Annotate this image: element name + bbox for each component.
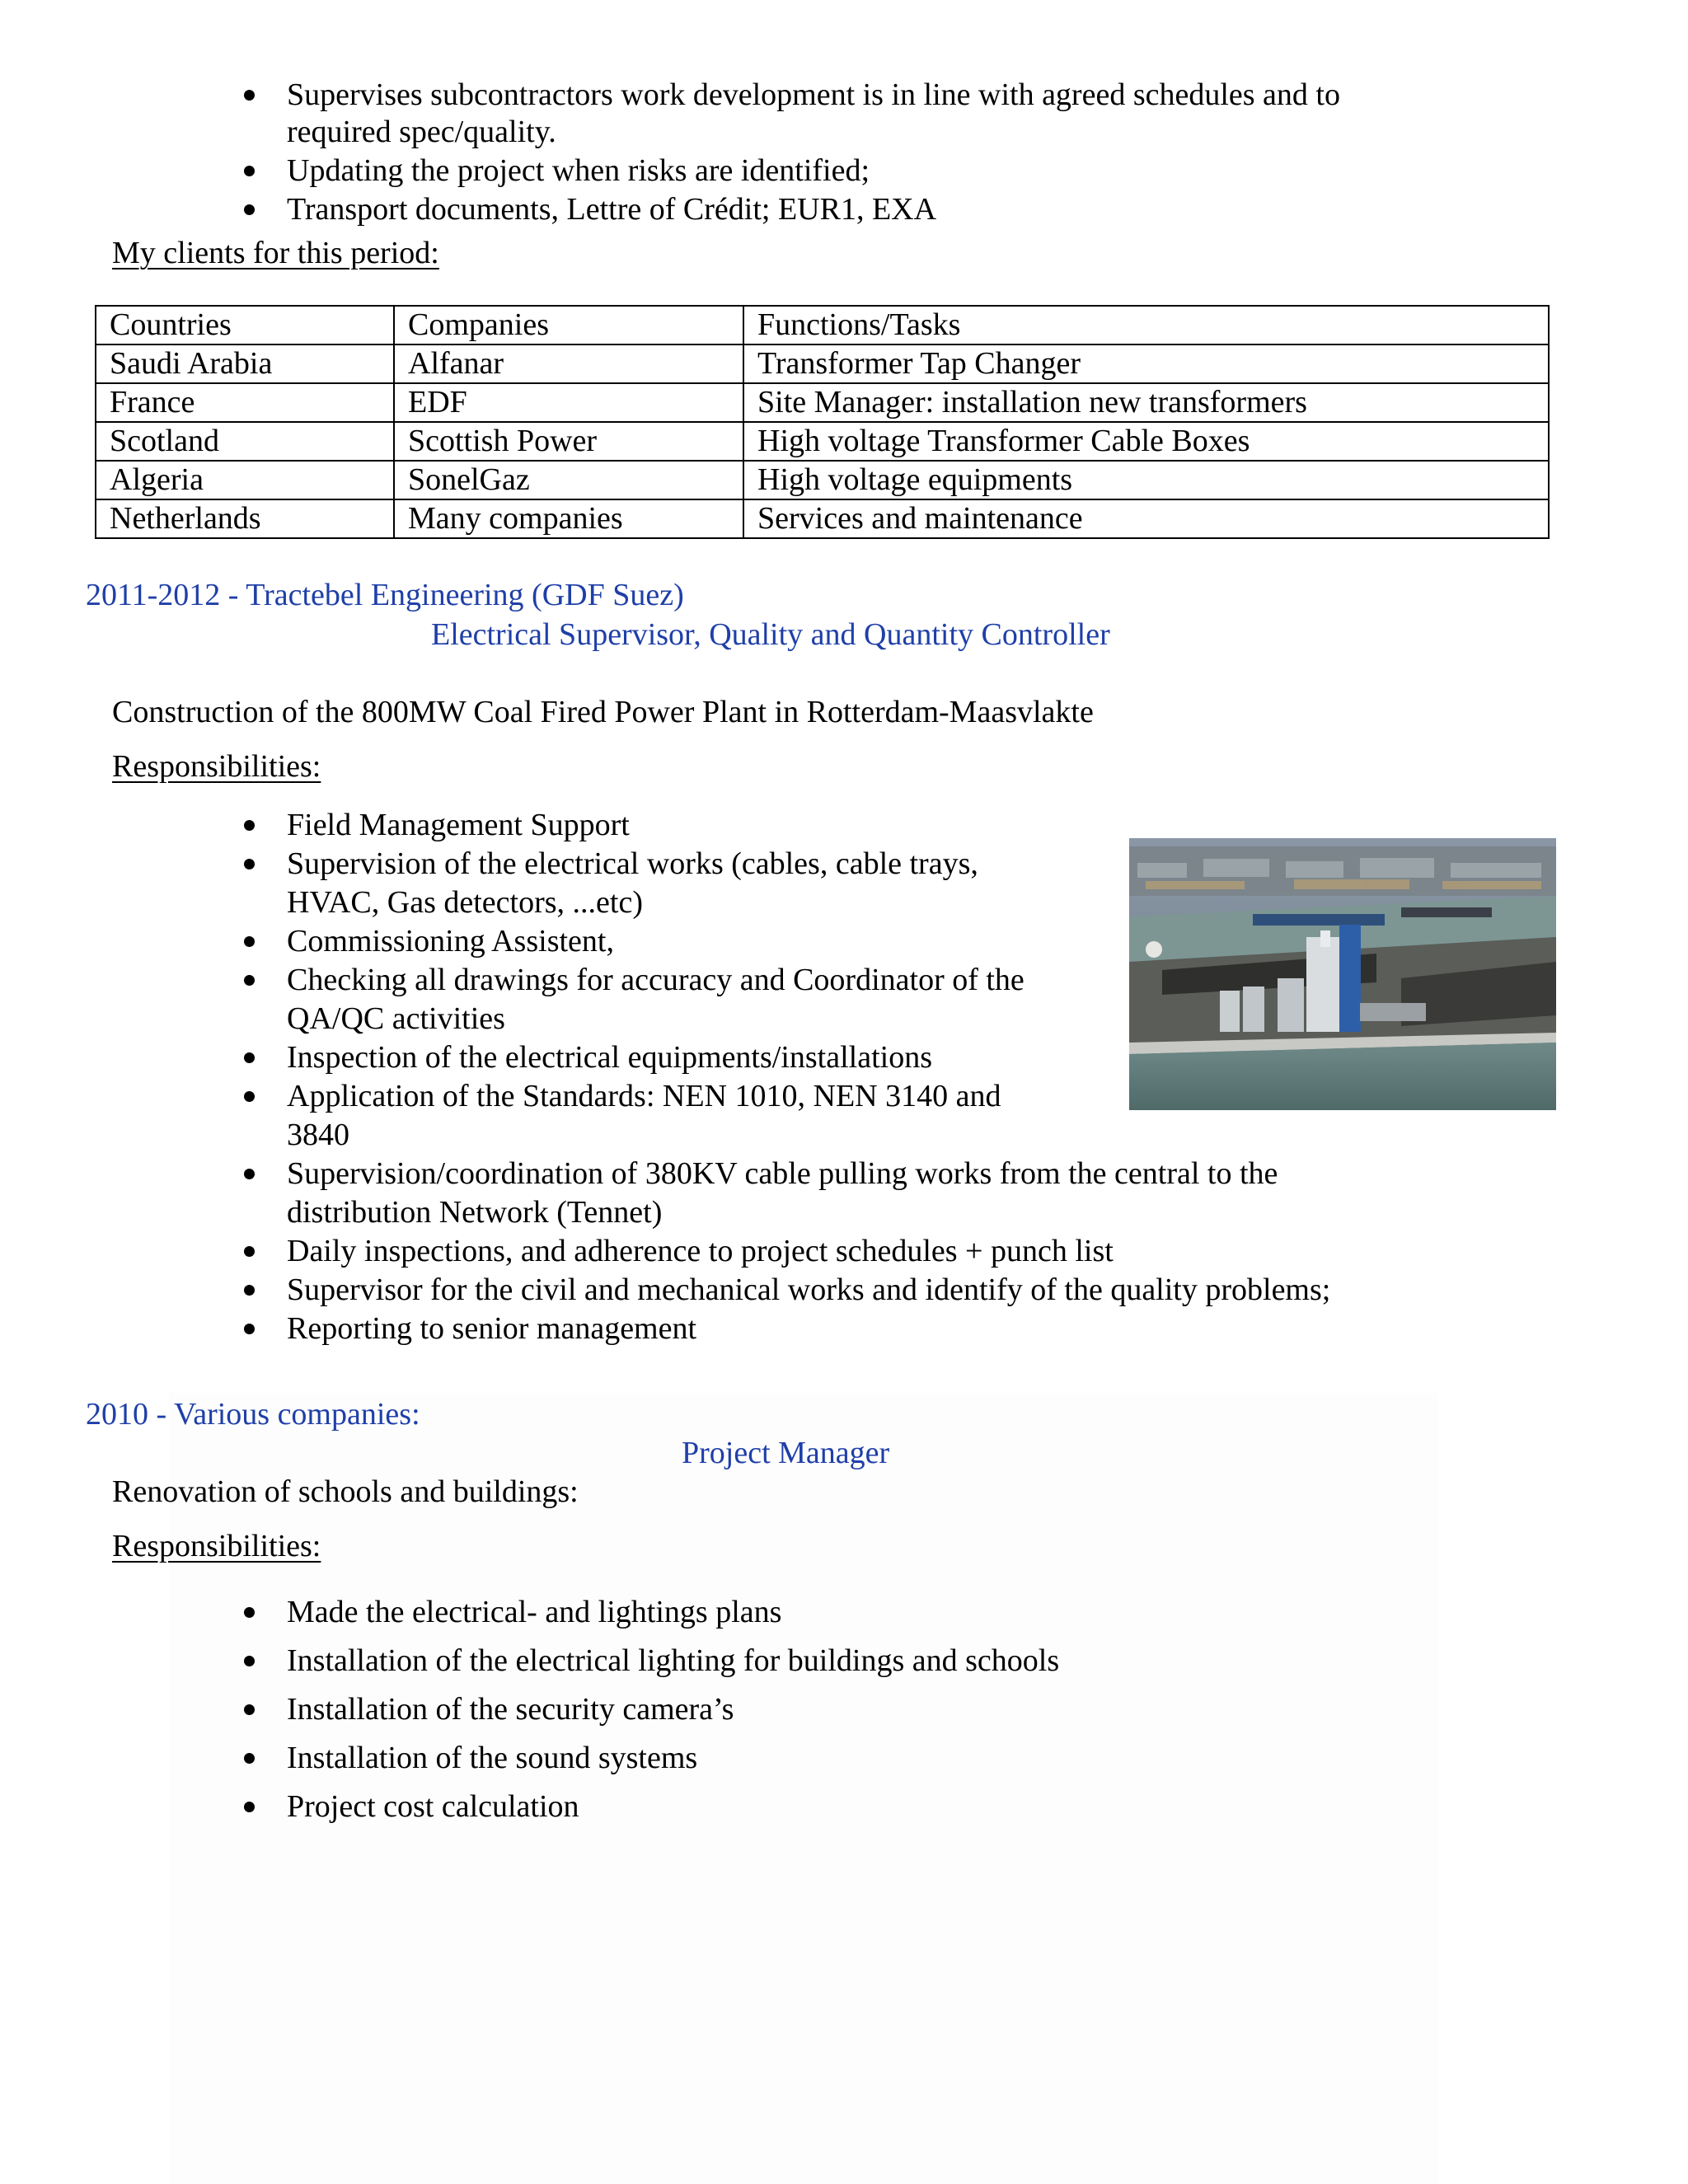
table-row <box>96 344 1549 383</box>
table-header-cell: Countries <box>96 306 394 344</box>
list-item: Inspection of the electrical equipments/installations <box>287 1038 1330 1077</box>
list-item: Installation of the electrical lighting for buildings and schools <box>287 1637 1059 1685</box>
list-item: Application of the Standards: NEN 1010, NEN 3140 and 3840 <box>287 1077 1330 1155</box>
job1-project: Construction of the 800MW Coal Fired Power Plant in Rotterdam-Maasvlakte <box>112 695 1094 729</box>
table-row <box>96 461 1549 499</box>
list-item: Commissioning Assistent, <box>287 922 1330 961</box>
table-row <box>96 499 1549 538</box>
list-item-continuation: required spec/quality. <box>287 115 556 149</box>
table-cell: EDF <box>394 383 743 422</box>
table-cell: Transformer Tap Changer <box>743 344 1549 383</box>
job2-role: Project Manager <box>682 1436 890 1470</box>
list-item: Supervises subcontractors work development is in line with agreed schedules and to <box>287 76 1340 115</box>
top-bullet-list <box>287 76 1340 229</box>
list-item: Transport documents, Lettre of Crédit; EUR1, EXA <box>287 190 1340 229</box>
table-cell: High voltage equipments <box>743 461 1549 499</box>
table-cell: SonelGaz <box>394 461 743 499</box>
list-item: Checking all drawings for accuracy and Coordinator of the QA/QC activities <box>287 961 1330 1038</box>
job2-period-company: 2010 - Various companies: <box>86 1397 420 1432</box>
list-item: Field Management Support <box>287 806 1330 845</box>
clients-table <box>95 305 1550 539</box>
clients-heading: My clients for this period: <box>112 236 439 270</box>
table-cell: Algeria <box>96 461 394 499</box>
table-cell: Netherlands <box>96 499 394 538</box>
job1-responsibilities-heading: Responsibilities: <box>112 749 321 784</box>
list-item: Supervision of the electrical works (cables, cable trays, HVAC, Gas detectors, ...etc) <box>287 845 1330 922</box>
job2-responsibilities-heading: Responsibilities: <box>112 1529 321 1563</box>
table-header-cell: Functions/Tasks <box>743 306 1549 344</box>
list-item: Supervision/coordination of 380KV cable pulling works from the central to the distribution Network (Tennet) <box>287 1155 1330 1232</box>
list-item: Project cost calculation <box>287 1783 1059 1831</box>
table-header-row <box>96 306 1549 344</box>
job2-bullet-list <box>287 1588 1059 1831</box>
power-plant-illustration <box>1129 838 1556 1110</box>
list-item: Installation of the sound systems <box>287 1734 1059 1783</box>
job1-period-company: 2011-2012 - Tractebel Engineering (GDF Suez) <box>86 578 684 612</box>
table-cell: Scottish Power <box>394 422 743 461</box>
list-item: Reporting to senior management <box>287 1310 1330 1348</box>
table-row <box>96 383 1549 422</box>
list-item: Updating the project when risks are identified; <box>287 152 1340 190</box>
table-cell: France <box>96 383 394 422</box>
table-cell: Many companies <box>394 499 743 538</box>
job2-project: Renovation of schools and buildings: <box>112 1474 579 1509</box>
list-item: Daily inspections, and adherence to project schedules + punch list <box>287 1232 1330 1271</box>
table-cell: Saudi Arabia <box>96 344 394 383</box>
list-item: Supervisor for the civil and mechanical works and identify of the quality problems; <box>287 1271 1330 1310</box>
table-row <box>96 422 1549 461</box>
job1-role: Electrical Supervisor, Quality and Quantity Controller <box>431 617 1110 652</box>
table-cell: High voltage Transformer Cable Boxes <box>743 422 1549 461</box>
table-header-cell: Companies <box>394 306 743 344</box>
table-cell: Services and maintenance <box>743 499 1549 538</box>
power-plant-photo <box>1129 838 1556 1110</box>
table-cell: Scotland <box>96 422 394 461</box>
list-item: Made the electrical- and lightings plans <box>287 1588 1059 1637</box>
table-cell: Site Manager: installation new transformers <box>743 383 1549 422</box>
table-cell: Alfanar <box>394 344 743 383</box>
list-item: Installation of the security camera’s <box>287 1685 1059 1734</box>
